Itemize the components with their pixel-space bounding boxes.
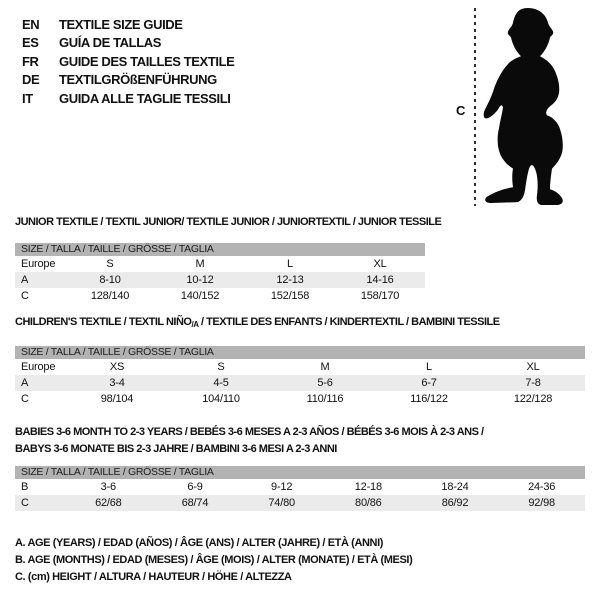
size-cell: 98/104 bbox=[100, 393, 134, 405]
size-cell: M bbox=[195, 258, 205, 270]
size-cell: 12-18 bbox=[354, 481, 382, 493]
size-cell: 140/152 bbox=[180, 290, 220, 302]
lang-row-es bbox=[22, 34, 234, 53]
table-row-a bbox=[15, 272, 425, 288]
size-cell: 128/140 bbox=[90, 290, 130, 302]
size-cell: S bbox=[106, 258, 114, 270]
size-cell: XS bbox=[109, 361, 125, 373]
size-cell: 6-7 bbox=[421, 377, 437, 389]
lang-label: GUIDE DES TAILLES TEXTILE bbox=[59, 53, 235, 69]
footnote-c: C. (cm) HEIGHT / ALTURA / HAUTEUR / HÖHE / ALTEZZA bbox=[15, 571, 292, 583]
size-cell: 3-4 bbox=[109, 377, 125, 389]
size-header-bar bbox=[15, 243, 425, 256]
table-title bbox=[15, 424, 585, 458]
babies-textile-table bbox=[15, 424, 585, 511]
junior-textile-table bbox=[15, 216, 442, 304]
lang-row-de bbox=[22, 71, 234, 90]
size-cell: L bbox=[287, 258, 293, 270]
title-line-1: BABIES 3-6 MONTH TO 2-3 YEARS / BEBÉS 3-6 MESES A 2-3 AÑOS / BÉBÉS 3-6 MOIS À 2-3 ANS / bbox=[15, 426, 484, 438]
lang-row-en bbox=[22, 15, 234, 34]
table-row-europe bbox=[15, 359, 585, 375]
lang-label: GUIDA ALLE TAGLIE TESSILI bbox=[59, 90, 231, 106]
size-cell: 14-16 bbox=[366, 274, 394, 286]
size-cell: 9-12 bbox=[271, 481, 293, 493]
row-label: Europe bbox=[21, 258, 56, 270]
lang-row-fr bbox=[22, 52, 234, 71]
size-cell: 92/98 bbox=[528, 497, 555, 509]
row-label: B bbox=[21, 481, 29, 493]
title-text: / TEXTILE DES ENFANTS / KINDERTEXTIL / BAMBINI TESSILE bbox=[198, 316, 500, 328]
size-cell: 7-8 bbox=[525, 377, 541, 389]
lang-code: ES bbox=[22, 35, 39, 51]
row-label: A bbox=[21, 274, 29, 286]
title-text: CHILDREN'S TEXTILE / TEXTIL NIÑO bbox=[15, 316, 192, 328]
size-cell: M bbox=[320, 361, 330, 373]
size-cell: 152/158 bbox=[270, 290, 310, 302]
size-cell: 122/128 bbox=[513, 393, 553, 405]
size-cell: XL bbox=[373, 258, 387, 270]
row-label: A bbox=[21, 377, 29, 389]
size-cell: 18-24 bbox=[441, 481, 469, 493]
baby-silhouette bbox=[483, 5, 573, 207]
size-cell: 74/80 bbox=[268, 497, 295, 509]
height-marker-label: C bbox=[456, 103, 466, 118]
size-cell: 158/170 bbox=[360, 290, 400, 302]
table-row-europe bbox=[15, 256, 425, 272]
size-header-text: SIZE / TALLA / TAILLE / GRÖSSE / TAGLIA bbox=[21, 346, 214, 358]
lang-label: TEXTILGRÖßENFÜHRUNG bbox=[59, 72, 217, 88]
size-header-text: SIZE / TALLA / TAILLE / GRÖSSE / TAGLIA bbox=[21, 243, 214, 255]
table-row-a bbox=[15, 375, 585, 391]
footnote-b: B. AGE (MONTHS) / EDAD (MESES) / ÂGE (MOIS) / ALTER (MONATE) / ETÀ (MESI) bbox=[15, 554, 413, 566]
childrens-textile-table bbox=[15, 316, 585, 407]
row-label: C bbox=[21, 290, 29, 302]
row-label: Europe bbox=[21, 361, 56, 373]
table-row-c bbox=[15, 495, 585, 511]
footnote-a: A. AGE (YEARS) / EDAD (AÑOS) / ÂGE (ANS) / ALTER (JAHRE) / ETÀ (ANNI) bbox=[15, 537, 383, 549]
size-header-text: SIZE / TALLA / TAILLE / GRÖSSE / TAGLIA bbox=[21, 466, 214, 478]
lang-code: FR bbox=[22, 53, 39, 69]
size-cell: 6-9 bbox=[187, 481, 203, 493]
lang-code: DE bbox=[22, 72, 40, 88]
size-cell: 8-10 bbox=[99, 274, 121, 286]
language-guide-list bbox=[22, 15, 234, 108]
size-cell: 62/68 bbox=[95, 497, 122, 509]
table-title: JUNIOR TEXTILE / TEXTIL JUNIOR/ TEXTILE JUNIOR / JUNIORTEXTIL / JUNIOR TESSILE bbox=[15, 216, 442, 228]
table-row-c bbox=[15, 288, 425, 304]
table-row-c bbox=[15, 391, 585, 407]
lang-label: TEXTILE SIZE GUIDE bbox=[59, 16, 183, 32]
size-cell: 116/122 bbox=[410, 393, 448, 405]
size-cell: 3-6 bbox=[100, 481, 116, 493]
size-cell: 104/110 bbox=[202, 393, 240, 405]
size-cell: 68/74 bbox=[181, 497, 209, 509]
size-cell: 24-36 bbox=[528, 481, 556, 493]
size-header-bar bbox=[15, 466, 585, 479]
lang-label: GUÍA DE TALLAS bbox=[59, 35, 162, 51]
table-row-b bbox=[15, 479, 585, 495]
lang-row-it bbox=[22, 89, 234, 108]
height-measure-dashed-line bbox=[474, 8, 476, 206]
title-subscript: /A bbox=[191, 320, 199, 329]
lang-code: IT bbox=[22, 90, 33, 106]
title-line-2: BABYS 3-6 MONATE BIS 2-3 JAHRE / BAMBINI 3-6 MESI A 2-3 ANNI bbox=[15, 443, 337, 455]
size-cell: 86/92 bbox=[441, 497, 469, 509]
size-header-bar bbox=[15, 346, 585, 359]
lang-code: EN bbox=[22, 16, 40, 32]
row-label: C bbox=[21, 393, 29, 405]
size-cell: 5-6 bbox=[317, 377, 333, 389]
row-label: C bbox=[21, 497, 29, 509]
size-cell: S bbox=[217, 361, 225, 373]
size-cell: 12-13 bbox=[276, 274, 304, 286]
size-cell: 10-12 bbox=[186, 274, 214, 286]
size-cell: XL bbox=[526, 361, 540, 373]
size-cell: L bbox=[426, 361, 432, 373]
size-cell: 4-5 bbox=[213, 377, 229, 389]
size-cell: 80/86 bbox=[355, 497, 382, 509]
table-title bbox=[15, 316, 585, 328]
size-cell: 110/116 bbox=[306, 393, 344, 405]
